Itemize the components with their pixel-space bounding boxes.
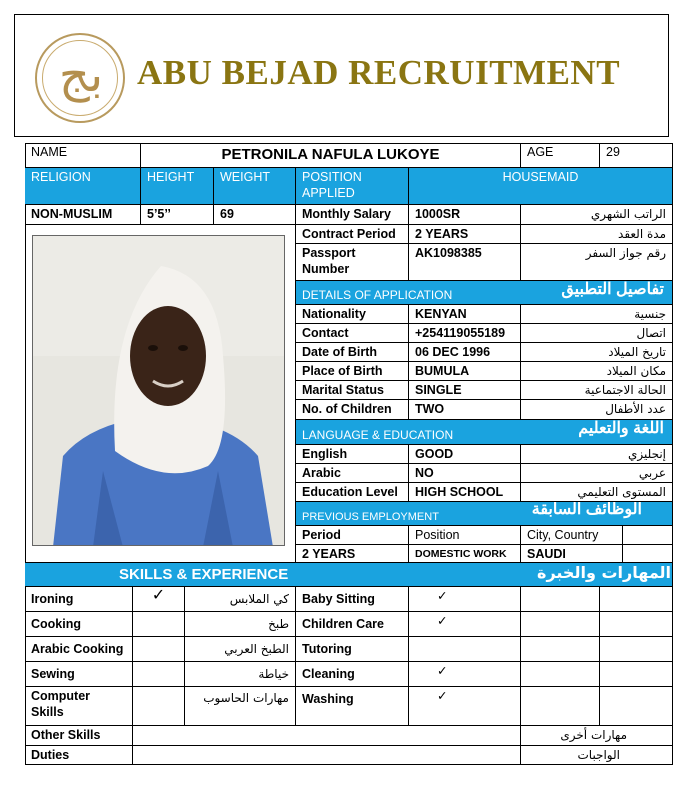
employment-header-period: Period xyxy=(296,526,409,545)
weight-value: 69 xyxy=(214,205,296,225)
age-label: AGE xyxy=(521,143,600,168)
company-header xyxy=(14,14,669,137)
details-ar-0: جنسية xyxy=(521,305,673,324)
position-value: HOUSEMAID xyxy=(409,168,673,205)
details-value-1: +254119055189 xyxy=(409,324,521,343)
skill-right-check-3: ✓ xyxy=(409,662,521,687)
skill-right-label-4: Washing xyxy=(296,687,409,726)
height-value: 5’5’’ xyxy=(141,205,214,225)
contract-value-1: 2 YEARS xyxy=(409,225,521,244)
name-value: PETRONILA NAFULA LUKOYE xyxy=(141,143,521,168)
language-ar-2: المستوى التعليمي xyxy=(521,483,673,502)
other-skills-label: Other Skills xyxy=(25,726,133,746)
details-value-0: KENYAN xyxy=(409,305,521,324)
details-label-4: Marital Status xyxy=(296,381,409,400)
skill-right-extra2-2 xyxy=(600,637,673,662)
age-value: 29 xyxy=(600,143,673,168)
skills-title-ar: المهارات والخبرة xyxy=(537,563,672,582)
duties-value xyxy=(133,746,521,765)
contract-value-2: AK1098385 xyxy=(409,244,521,281)
skill-left-ar-4: مهارات الحاسوب xyxy=(185,687,296,726)
skill-right-extra-2 xyxy=(521,637,600,662)
language-value-1: NO xyxy=(409,464,521,483)
details-value-5: TWO xyxy=(409,400,521,420)
details-ar-4: الحالة الاجتماعية xyxy=(521,381,673,400)
skill-right-extra-0 xyxy=(521,587,600,612)
skill-right-extra-4 xyxy=(521,687,600,726)
details-label-0: Nationality xyxy=(296,305,409,324)
details-value-3: BUMULA xyxy=(409,362,521,381)
employment-header-position: Position xyxy=(409,526,521,545)
employment-section-header xyxy=(296,502,673,526)
employment-header-empty xyxy=(623,526,673,545)
skill-left-ar-1: طبخ xyxy=(185,612,296,637)
applicant-photo xyxy=(32,235,285,546)
language-value-0: GOOD xyxy=(409,445,521,464)
details-ar-5: عدد الأطفال xyxy=(521,400,673,420)
employment-header-city: City, Country xyxy=(521,526,623,545)
details-label-3: Place of Birth xyxy=(296,362,409,381)
contract-value-0: 1000SR xyxy=(409,205,521,225)
skill-right-check-1: ✓ xyxy=(409,612,521,637)
details-ar-2: تاريخ الميلاد xyxy=(521,343,673,362)
skill-left-ar-2: الطبخ العربي xyxy=(185,637,296,662)
skill-right-check-2 xyxy=(409,637,521,662)
other-skills-value xyxy=(133,726,521,746)
logo-glyph: ﺑﺞ xyxy=(58,47,104,103)
name-label: NAME xyxy=(25,143,141,168)
skill-right-check-4: ✓ xyxy=(409,687,521,726)
employment-value-empty xyxy=(623,545,673,563)
language-ar-0: إنجليزي xyxy=(521,445,673,464)
religion-value: NON-MUSLIM xyxy=(25,205,141,225)
skill-left-check-2 xyxy=(133,637,185,662)
skill-left-check-3 xyxy=(133,662,185,687)
skill-left-label-0: Ironing xyxy=(25,587,133,612)
language-title-ar: اللغة والتعليم xyxy=(578,420,664,437)
contract-ar-2: رقم جواز السفر xyxy=(521,244,673,281)
skill-left-check-1 xyxy=(133,612,185,637)
language-label-0: English xyxy=(296,445,409,464)
skill-right-extra-3 xyxy=(521,662,600,687)
contract-ar-0: الراتب الشهري xyxy=(521,205,673,225)
skill-right-extra-1 xyxy=(521,612,600,637)
employment-value-position: DOMESTIC WORK xyxy=(409,545,521,563)
language-ar-1: عربي xyxy=(521,464,673,483)
skill-right-check-0: ✓ xyxy=(409,587,521,612)
details-label-1: Contact xyxy=(296,324,409,343)
employment-title-ar: الوظائف السابقة xyxy=(531,502,642,518)
details-title-ar: تفاصيل التطبيق xyxy=(561,281,664,298)
skill-right-extra2-1 xyxy=(600,612,673,637)
language-label-2: Education Level xyxy=(296,483,409,502)
religion-label: RELIGION xyxy=(25,168,141,205)
skill-left-ar-3: خياطة xyxy=(185,662,296,687)
skill-right-extra2-3 xyxy=(600,662,673,687)
skills-section-header xyxy=(25,563,673,587)
details-ar-3: مكان الميلاد xyxy=(521,362,673,381)
details-title: DETAILS OF APPLICATION xyxy=(302,288,453,302)
duties-ar: الواجبات xyxy=(521,746,673,765)
skill-left-label-1: Cooking xyxy=(25,612,133,637)
weight-label: WEIGHT xyxy=(214,168,296,205)
employment-title: PREVIOUS EMPLOYMENT xyxy=(302,511,439,523)
skill-left-label-3: Sewing xyxy=(25,662,133,687)
contract-label-0: Monthly Salary xyxy=(296,205,409,225)
skill-right-label-0: Baby Sitting xyxy=(296,587,409,612)
skill-right-label-3: Cleaning xyxy=(296,662,409,687)
employment-value-city: SAUDI xyxy=(521,545,623,563)
duties-label: Duties xyxy=(25,746,133,765)
details-value-2: 06 DEC 1996 xyxy=(409,343,521,362)
details-section-header xyxy=(296,281,673,305)
skill-left-label-4: Computer Skills xyxy=(25,687,133,726)
contract-ar-1: مدة العقد xyxy=(521,225,673,244)
employment-value-period: 2 YEARS xyxy=(296,545,409,563)
skill-left-ar-0: كي الملابس xyxy=(185,587,296,612)
skill-left-check-4 xyxy=(133,687,185,726)
skill-right-extra2-0 xyxy=(600,587,673,612)
skill-right-label-1: Children Care xyxy=(296,612,409,637)
skill-left-label-2: Arabic Cooking xyxy=(25,637,133,662)
skill-left-check-0: ✓ xyxy=(133,587,185,612)
details-label-2: Date of Birth xyxy=(296,343,409,362)
skill-right-extra2-4 xyxy=(600,687,673,726)
language-title: LANGUAGE & EDUCATION xyxy=(302,428,454,442)
company-logo xyxy=(35,33,125,123)
language-label-1: Arabic xyxy=(296,464,409,483)
other-skills-ar: مهارات أخرى xyxy=(521,726,673,746)
contract-label-1: Contract Period xyxy=(296,225,409,244)
company-name: ABU BEJAD RECRUITMENT xyxy=(137,53,621,92)
language-section-header xyxy=(296,420,673,445)
contract-label-2: Passport Number xyxy=(296,244,409,281)
details-label-5: No. of Children xyxy=(296,400,409,420)
skills-title: SKILLS & EXPERIENCE xyxy=(119,566,289,583)
language-value-2: HIGH SCHOOL xyxy=(409,483,521,502)
details-ar-1: اتصال xyxy=(521,324,673,343)
details-value-4: SINGLE xyxy=(409,381,521,400)
height-label: HEIGHT xyxy=(141,168,214,205)
skill-right-label-2: Tutoring xyxy=(296,637,409,662)
position-label: POSITION APPLIED xyxy=(296,168,409,205)
